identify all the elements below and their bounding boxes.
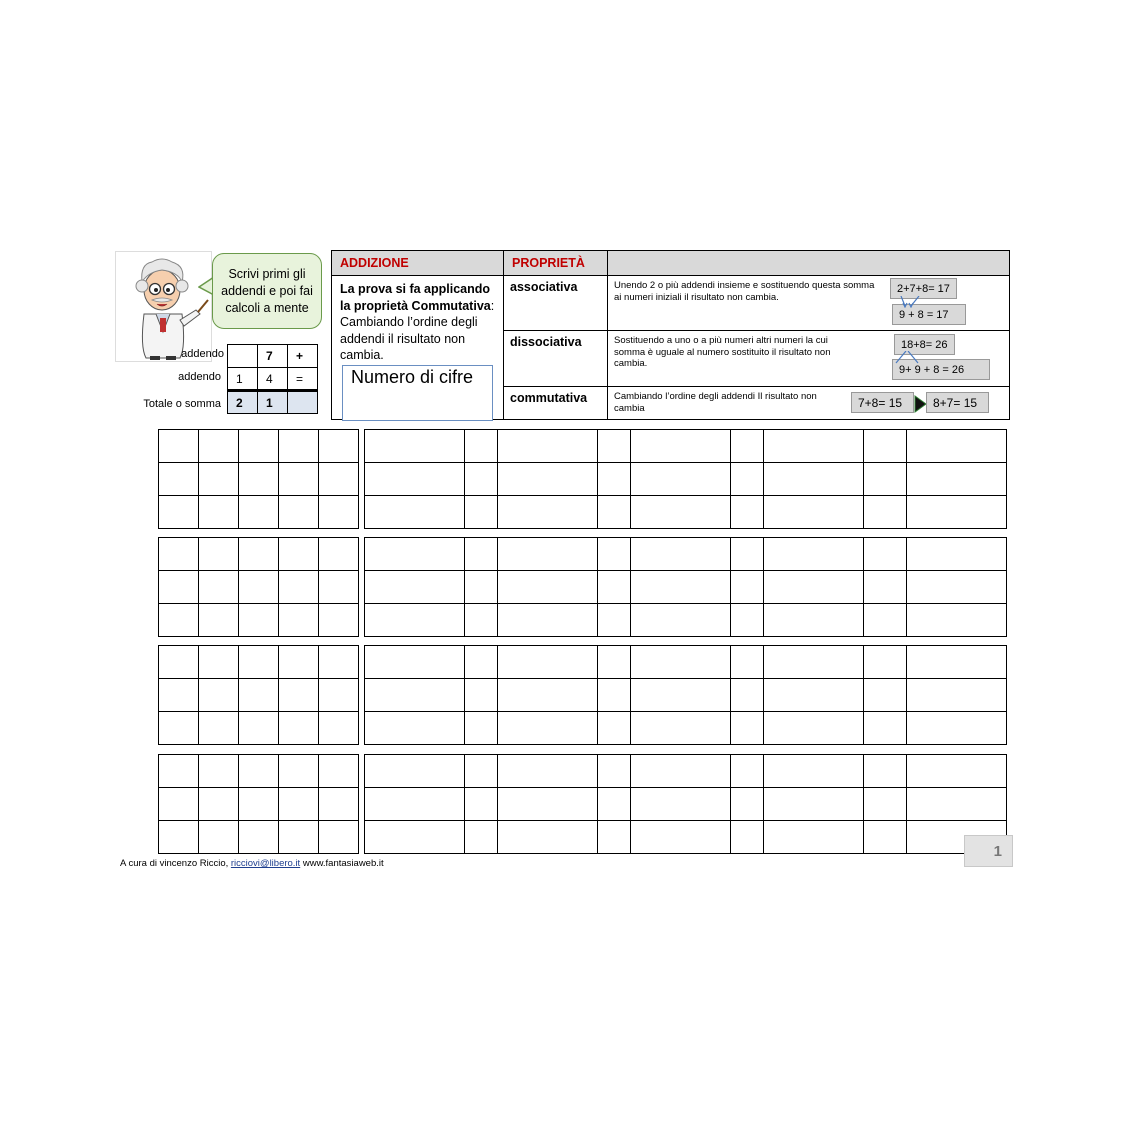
grid-cell: [598, 646, 631, 679]
column-grid: [158, 645, 359, 745]
grid-cell: [319, 679, 359, 712]
grid-cell: [319, 538, 359, 571]
footer-credit: [120, 858, 384, 869]
grid-cell: [365, 604, 465, 637]
example-cell: [228, 345, 258, 368]
digits-box-label: Numero di cifre: [351, 367, 474, 387]
header-proprieta: PROPRIETÀ: [504, 251, 608, 276]
grid-cell: [279, 463, 319, 496]
exercise-grid: [364, 754, 1007, 854]
grid-cell: [199, 755, 239, 788]
grid-cell: [498, 496, 598, 529]
grid-cell: [279, 604, 319, 637]
grid-cell: [279, 430, 319, 463]
grid-cell: [864, 788, 907, 821]
grid-cell: [764, 755, 864, 788]
grid-cell: [907, 496, 1007, 529]
grid-cell: [498, 646, 598, 679]
grid-cell: [731, 538, 764, 571]
grid-cell: [199, 538, 239, 571]
grid-cell: [498, 463, 598, 496]
header-empty: [608, 251, 1010, 276]
example-box: 2+7+8= 17: [890, 278, 957, 299]
grid-cell: [764, 430, 864, 463]
grid-cell: [365, 755, 465, 788]
grid-cell: [764, 788, 864, 821]
footer-prefix: A cura di vincenzo Riccio,: [120, 858, 231, 869]
example-total-cell: 1: [258, 391, 288, 414]
example-box: 9+ 9 + 8 = 26: [892, 359, 990, 380]
grid-cell: [239, 712, 279, 745]
grid-cell: [159, 463, 199, 496]
example-cell: +: [288, 345, 318, 368]
grid-cell: [279, 679, 319, 712]
grid-cell: [864, 604, 907, 637]
proof-note-bold: La prova si fa applicando la proprietà Commutativa: [340, 282, 491, 313]
grid-cell: [159, 430, 199, 463]
grid-cell: [465, 571, 498, 604]
grid-cell: [159, 788, 199, 821]
grid-cell: [764, 571, 864, 604]
footer-email-link[interactable]: ricciovi@libero.it: [230, 858, 301, 869]
exercise-grid: [364, 429, 1007, 529]
grid-cell: [319, 712, 359, 745]
grid-cell: [239, 646, 279, 679]
grid-cell: [907, 788, 1007, 821]
grid-cell: [631, 712, 731, 745]
grid-cell: [764, 679, 864, 712]
property-desc: Sostituendo a uno o a più numeri altri numeri la cui somma è uguale al numero sostituito il risultato non cambia.: [614, 335, 831, 369]
grid-cell: [731, 679, 764, 712]
grid-cell: [279, 496, 319, 529]
grid-cell: [631, 821, 731, 854]
grid-cell: [598, 571, 631, 604]
grid-cell: [159, 712, 199, 745]
header-addizione: ADDIZIONE: [332, 251, 504, 276]
grid-cell: [159, 755, 199, 788]
grid-cell: [907, 430, 1007, 463]
grid-cell: [239, 496, 279, 529]
grid-cell: [239, 755, 279, 788]
grid-cell: [864, 571, 907, 604]
grid-cell: [199, 571, 239, 604]
grid-cell: [498, 712, 598, 745]
grid-cell: [239, 788, 279, 821]
property-name-associativa: associativa: [504, 276, 608, 331]
grid-cell: [365, 821, 465, 854]
example-cell: 7: [258, 345, 288, 368]
grid-cell: [498, 538, 598, 571]
professor-illustration: [115, 251, 212, 362]
grid-cell: [279, 712, 319, 745]
grid-cell: [465, 538, 498, 571]
grid-cell: [159, 821, 199, 854]
grid-cell: [631, 538, 731, 571]
grid-cell: [279, 646, 319, 679]
grid-cell: [365, 538, 465, 571]
exercise-grid: [364, 537, 1007, 637]
grid-cell: [279, 538, 319, 571]
grid-cell: [365, 679, 465, 712]
grid-cell: [598, 496, 631, 529]
grid-cell: [365, 571, 465, 604]
grid-cell: [239, 679, 279, 712]
example-cell: 4: [258, 368, 288, 391]
arrow-icon: [892, 351, 932, 365]
grid-cell: [159, 571, 199, 604]
grid-cell: [764, 604, 864, 637]
grid-cell: [731, 821, 764, 854]
grid-cell: [365, 496, 465, 529]
property-cell-dissociativa: [608, 331, 1010, 387]
footer-site: www.fantasiaweb.it: [300, 858, 384, 869]
grid-cell: [365, 788, 465, 821]
grid-cell: [465, 430, 498, 463]
grid-cell: [598, 538, 631, 571]
property-cell-associativa: [608, 276, 1010, 331]
example-cell: 1: [228, 368, 258, 391]
grid-cell: [907, 604, 1007, 637]
grid-cell: [239, 463, 279, 496]
grid-cell: [864, 538, 907, 571]
grid-cell: [498, 604, 598, 637]
grid-cell: [631, 430, 731, 463]
grid-cell: [465, 821, 498, 854]
speech-bubble: [212, 253, 322, 329]
grid-cell: [907, 538, 1007, 571]
grid-cell: [907, 463, 1007, 496]
grid-cell: [319, 646, 359, 679]
grid-cell: [631, 496, 731, 529]
grid-cell: [864, 679, 907, 712]
example-box: 18+8= 26: [894, 334, 955, 355]
grid-cell: [465, 604, 498, 637]
grid-cell: [598, 463, 631, 496]
grid-cell: [864, 496, 907, 529]
grid-cell: [498, 755, 598, 788]
property-desc: Unendo 2 o più addendi insieme e sostituendo questa somma ai numeri iniziali il risultato non cambia.: [614, 280, 875, 303]
column-grid: [158, 429, 359, 529]
grid-cell: [598, 679, 631, 712]
grid-cell: [731, 496, 764, 529]
grid-cell: [731, 788, 764, 821]
example-total-cell: 2: [228, 391, 258, 414]
grid-cell: [731, 571, 764, 604]
grid-cell: [598, 821, 631, 854]
grid-cell: [864, 646, 907, 679]
grid-cell: [731, 646, 764, 679]
example-label-totale: Totale o somma: [143, 398, 221, 410]
grid-cell: [365, 463, 465, 496]
grid-cell: [864, 755, 907, 788]
example-label-addendo-1: addendo: [181, 348, 224, 360]
grid-cell: [465, 712, 498, 745]
grid-cell: [239, 571, 279, 604]
grid-cell: [631, 646, 731, 679]
grid-cell: [598, 604, 631, 637]
grid-cell: [764, 821, 864, 854]
grid-cell: [907, 646, 1007, 679]
grid-cell: [365, 712, 465, 745]
grid-cell: [239, 821, 279, 854]
grid-cell: [319, 755, 359, 788]
grid-cell: [199, 646, 239, 679]
grid-cell: [864, 821, 907, 854]
grid-cell: [239, 604, 279, 637]
grid-cell: [731, 430, 764, 463]
exercise-grid: [364, 645, 1007, 745]
page-number: 1: [964, 835, 1013, 867]
grid-cell: [631, 604, 731, 637]
example-label-addendo-2: addendo: [178, 371, 221, 383]
property-name-dissociativa: dissociativa: [504, 331, 608, 387]
grid-cell: [764, 463, 864, 496]
grid-cell: [319, 788, 359, 821]
column-grid: [158, 537, 359, 637]
example-box: 7+8= 15: [851, 392, 914, 413]
grid-cell: [498, 788, 598, 821]
column-grid: [158, 754, 359, 854]
grid-cell: [631, 463, 731, 496]
grid-cell: [199, 712, 239, 745]
grid-cell: [319, 430, 359, 463]
grid-cell: [159, 604, 199, 637]
example-total-cell: [288, 391, 318, 414]
grid-cell: [907, 712, 1007, 745]
proof-note-rest: : Cambiando l’ordine degli addendi il risultato non cambia.: [340, 298, 495, 362]
grid-cell: [365, 430, 465, 463]
grid-cell: [465, 755, 498, 788]
speech-bubble-text: Scrivi primi gli addendi e poi fai calcoli a mente: [221, 266, 313, 315]
grid-cell: [159, 679, 199, 712]
grid-cell: [465, 646, 498, 679]
grid-cell: [864, 712, 907, 745]
grid-cell: [465, 788, 498, 821]
grid-cell: [731, 712, 764, 745]
grid-cell: [159, 496, 199, 529]
grid-cell: [598, 788, 631, 821]
grid-cell: [319, 463, 359, 496]
grid-cell: [199, 463, 239, 496]
grid-cell: [907, 679, 1007, 712]
grid-cell: [864, 430, 907, 463]
grid-cell: [365, 646, 465, 679]
property-name-commutativa: commutativa: [504, 387, 608, 420]
digits-box: [342, 365, 493, 421]
grid-cell: [279, 755, 319, 788]
grid-cell: [279, 821, 319, 854]
grid-cell: [279, 571, 319, 604]
grid-cell: [199, 821, 239, 854]
example-cell: =: [288, 368, 318, 391]
grid-cell: [631, 788, 731, 821]
grid-cell: [199, 430, 239, 463]
example-box: 8+7= 15: [926, 392, 989, 413]
grid-cell: [498, 679, 598, 712]
grid-cell: [598, 712, 631, 745]
grid-cell: [199, 496, 239, 529]
grid-cell: [465, 496, 498, 529]
grid-cell: [199, 679, 239, 712]
grid-cell: [907, 755, 1007, 788]
grid-cell: [159, 538, 199, 571]
grid-cell: [631, 755, 731, 788]
grid-cell: [498, 571, 598, 604]
example-column-grid: [227, 344, 318, 414]
example-box: 9 + 8 = 17: [892, 304, 966, 325]
grid-cell: [598, 755, 631, 788]
property-cell-commutativa: [608, 387, 1010, 420]
grid-cell: [631, 679, 731, 712]
grid-cell: [498, 821, 598, 854]
grid-cell: [764, 538, 864, 571]
grid-cell: [239, 430, 279, 463]
arrow-icon: [897, 296, 927, 308]
grid-cell: [465, 463, 498, 496]
grid-cell: [631, 571, 731, 604]
grid-cell: [731, 755, 764, 788]
grid-cell: [465, 679, 498, 712]
grid-cell: [907, 571, 1007, 604]
grid-cell: [199, 604, 239, 637]
grid-cell: [864, 463, 907, 496]
grid-cell: [319, 821, 359, 854]
grid-cell: [731, 463, 764, 496]
property-desc: Cambiando l’ordine degli addendi Il risultato non cambia: [614, 391, 817, 414]
grid-cell: [199, 788, 239, 821]
grid-cell: [319, 571, 359, 604]
grid-cell: [764, 712, 864, 745]
grid-cell: [319, 496, 359, 529]
grid-cell: [764, 496, 864, 529]
grid-cell: [598, 430, 631, 463]
grid-cell: [319, 604, 359, 637]
grid-cell: [239, 538, 279, 571]
grid-cell: [279, 788, 319, 821]
grid-cell: [764, 646, 864, 679]
grid-cell: [498, 430, 598, 463]
grid-cell: [731, 604, 764, 637]
grid-cell: [159, 646, 199, 679]
